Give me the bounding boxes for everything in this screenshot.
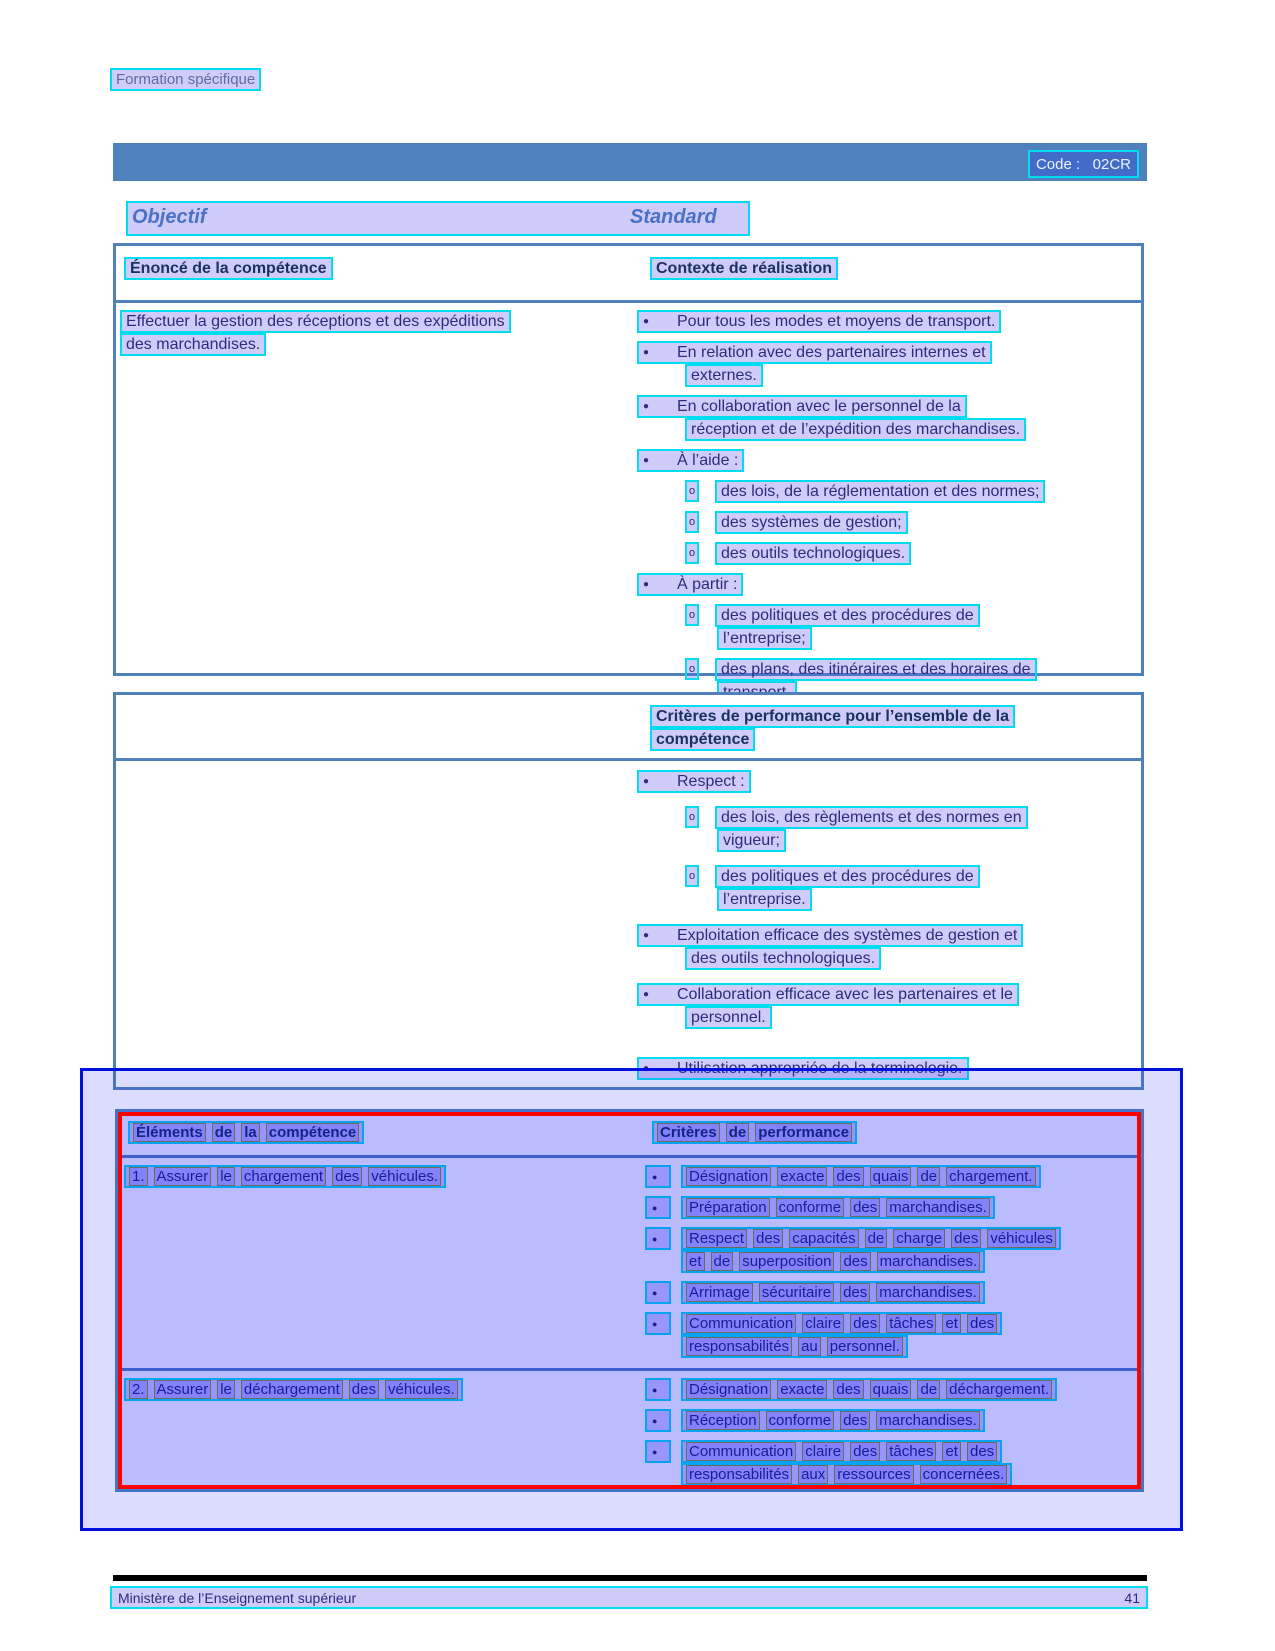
word-line	[681, 1312, 1002, 1335]
highlight-line: des systèmes de gestion;	[715, 511, 908, 534]
word-box: des	[840, 1283, 870, 1302]
highlight-line	[637, 341, 992, 364]
table-elements-criteres	[115, 1109, 1144, 1492]
word-box: et	[942, 1442, 961, 1461]
word-box: le	[217, 1380, 235, 1399]
word-box: Respect	[686, 1229, 747, 1248]
sub-bullet-icon: o	[685, 604, 699, 626]
title-bar	[113, 143, 1147, 181]
footer-ministry: Ministère de l’Enseignement supérieur	[118, 1589, 357, 1606]
criteria-item	[645, 1281, 1125, 1304]
word-box: Réception	[686, 1411, 760, 1430]
header-separator	[116, 300, 1141, 303]
heading-line	[126, 201, 750, 236]
word-box: des	[967, 1442, 997, 1461]
header-separator	[116, 758, 1141, 761]
highlight-line: des politiques et des procédures de	[715, 604, 980, 627]
word-box: marchandises.	[877, 1252, 981, 1271]
word-box: au	[798, 1337, 821, 1356]
bullet-icon: ●	[645, 1409, 671, 1432]
word-box: Désignation	[686, 1167, 771, 1186]
bullet-item	[637, 310, 1137, 333]
footer-line	[110, 1586, 1148, 1609]
text-line	[717, 888, 1137, 911]
bullet-item	[637, 806, 1137, 852]
bullet-item	[637, 341, 1137, 387]
header-separator	[118, 1155, 1141, 1158]
highlight-line: des politiques et des procédures de	[715, 865, 980, 888]
bullet-item	[637, 449, 1137, 472]
word-box: quais	[870, 1167, 912, 1186]
word-box: des	[349, 1380, 379, 1399]
table-criteres-ensemble	[113, 692, 1144, 1090]
word-box: déchargement.	[946, 1380, 1052, 1399]
bullet-icon: ●	[645, 1378, 671, 1401]
word-box: Préparation	[686, 1198, 770, 1217]
bullet-item	[637, 924, 1137, 970]
word-box: de	[917, 1167, 940, 1186]
text-line	[637, 983, 1137, 1006]
row1-element	[124, 1165, 446, 1188]
text-line	[685, 511, 1137, 534]
highlight-line: des lois, des règlements et des normes en	[715, 806, 1028, 829]
bullet-text: Pour tous les modes et moyens de transport.	[677, 312, 996, 330]
word-line	[681, 1165, 1041, 1188]
word-line	[124, 1378, 463, 1401]
word-line	[681, 1227, 1061, 1250]
word-box: des	[833, 1167, 863, 1186]
text-line	[681, 1250, 1125, 1273]
word-box: claire	[802, 1314, 844, 1333]
highlight-line	[637, 449, 744, 472]
bullet-item	[637, 542, 1137, 565]
word-line	[681, 1409, 985, 1432]
word-line	[681, 1463, 1012, 1486]
bullet-text: En collaboration avec le personnel de la	[677, 397, 961, 415]
bullet-icon: ●	[645, 1281, 671, 1304]
word-box: Communication	[686, 1442, 796, 1461]
highlight-line: des outils technologiques.	[715, 542, 911, 565]
word-box: conforme	[766, 1411, 835, 1430]
word-box: la	[241, 1123, 260, 1142]
word-box: 1.	[129, 1167, 148, 1186]
word-box: capacités	[789, 1229, 858, 1248]
bullet-text: Collaboration efficace avec les partenaires et le	[677, 985, 1013, 1003]
text-line	[645, 1378, 1125, 1401]
page-number: 41	[1124, 1589, 1140, 1606]
word-box: et	[942, 1314, 961, 1333]
highlight-line: des lois, de la réglementation et des normes;	[715, 480, 1045, 503]
word-box: des	[850, 1198, 880, 1217]
bullet-item	[637, 511, 1137, 534]
highlight-line	[637, 983, 1019, 1006]
text-line	[637, 310, 1137, 333]
highlight-line	[637, 395, 967, 418]
element-line	[124, 1165, 446, 1188]
word-box: Assurer	[154, 1380, 212, 1399]
table-enonce-contexte	[113, 243, 1144, 676]
text-line	[645, 1196, 1125, 1219]
text-line	[681, 1463, 1125, 1486]
word-box: des	[840, 1411, 870, 1430]
bullet-icon: ●	[643, 455, 650, 466]
criteria-item	[645, 1409, 1125, 1432]
text-line	[685, 604, 1137, 627]
word-box: concernées.	[920, 1465, 1008, 1484]
bullet-item	[637, 983, 1137, 1029]
word-box: tâches	[886, 1442, 936, 1461]
bullet-item	[637, 770, 1137, 793]
bullet-item	[637, 395, 1137, 441]
word-box: charge	[893, 1229, 945, 1248]
footer-rule	[113, 1575, 1147, 1581]
word-box: compétence	[266, 1123, 360, 1142]
cell-enonce-text	[120, 310, 511, 356]
bullet-text: À l’aide :	[677, 451, 739, 469]
word-box: responsabilités	[686, 1337, 792, 1356]
cell-contexte-items	[637, 310, 1137, 712]
word-box: de	[917, 1380, 940, 1399]
word-box: des	[332, 1167, 362, 1186]
word-box: des	[951, 1229, 981, 1248]
bullet-icon: ●	[643, 776, 650, 787]
bullet-text: Respect :	[677, 772, 745, 790]
cell-criteres-items	[637, 770, 1137, 1093]
col-header-contexte: Contexte de réalisation	[650, 257, 838, 280]
sub-bullet-icon: o	[685, 542, 699, 564]
word-line	[681, 1335, 908, 1358]
bullet-icon: ●	[643, 930, 650, 941]
word-box: conforme	[776, 1198, 845, 1217]
sub-bullet-icon: o	[685, 480, 699, 502]
word-box: performance	[755, 1123, 852, 1142]
bullet-text: Exploitation efficace des systèmes de gestion et	[677, 926, 1018, 944]
bullet-icon: ●	[645, 1165, 671, 1188]
bullet-item	[637, 865, 1137, 911]
col-header-elements	[128, 1121, 364, 1144]
word-box: véhicules	[987, 1229, 1056, 1248]
text-line	[685, 418, 1137, 441]
bullet-item	[637, 604, 1137, 650]
sub-bullet-icon: o	[685, 865, 699, 887]
highlight-line	[637, 310, 1001, 333]
element-line	[124, 1378, 463, 1401]
bullet-item	[637, 480, 1137, 503]
word-box: personnel.	[827, 1337, 903, 1356]
col-header-criteres-ensemble	[650, 705, 1015, 751]
word-box: de	[711, 1252, 734, 1271]
highlight-line: personnel.	[685, 1006, 772, 1029]
header-line-2: compétence	[650, 728, 755, 751]
text-line	[637, 573, 1137, 596]
word-box: déchargement	[241, 1380, 343, 1399]
col-header-performance	[652, 1121, 857, 1144]
bullet-text: Utilisation appropriée de la terminologie.	[677, 1059, 963, 1077]
word-box: et	[686, 1252, 705, 1271]
bullet-icon: ●	[643, 1063, 650, 1074]
word-box: ressources	[834, 1465, 913, 1484]
word-box: des	[833, 1380, 863, 1399]
code-badge: Code : 02CR	[1028, 150, 1139, 178]
word-box: des	[967, 1314, 997, 1333]
row-separator	[118, 1368, 1141, 1371]
text-line	[645, 1165, 1125, 1188]
highlight-line: des plans, des itinéraires et des horaires de	[715, 658, 1037, 681]
text-line	[685, 947, 1137, 970]
text-line	[637, 770, 1137, 793]
highlight-line: des outils technologiques.	[685, 947, 881, 970]
word-line	[681, 1196, 995, 1219]
highlight-line: l’entreprise.	[717, 888, 812, 911]
word-box: chargement.	[946, 1167, 1035, 1186]
word-line	[681, 1281, 985, 1304]
text-line	[681, 1335, 1125, 1358]
text-line	[637, 395, 1137, 418]
word-line	[124, 1165, 446, 1188]
criteria-item	[645, 1312, 1125, 1358]
word-box: quais	[870, 1380, 912, 1399]
bullet-icon: ●	[645, 1227, 671, 1250]
text-line	[120, 333, 511, 356]
bullet-icon: ●	[645, 1196, 671, 1219]
row2-element	[124, 1378, 463, 1401]
criteria-item	[645, 1440, 1125, 1486]
text-line	[645, 1281, 1125, 1304]
bullet-icon: ●	[643, 316, 650, 327]
text-line	[685, 480, 1137, 503]
word-box: de	[212, 1123, 236, 1142]
highlight-line	[637, 924, 1023, 947]
word-box: aux	[798, 1465, 828, 1484]
text-line	[685, 658, 1137, 681]
word-box: marchandises.	[876, 1283, 980, 1302]
word-box: Arrimage	[686, 1283, 753, 1302]
word-box: véhicules.	[368, 1167, 441, 1186]
word-box: Désignation	[686, 1380, 771, 1399]
text-line	[717, 627, 1137, 650]
criteria-item	[645, 1165, 1125, 1188]
bullet-text: En relation avec des partenaires internes et	[677, 343, 986, 361]
word-box: Éléments	[133, 1123, 206, 1142]
word-box: des	[840, 1252, 870, 1271]
text-line	[637, 1057, 1137, 1080]
word-line	[681, 1440, 1002, 1463]
text-line	[645, 1312, 1125, 1335]
word-line	[128, 1121, 364, 1144]
word-box: exacte	[777, 1380, 827, 1399]
word-box: Communication	[686, 1314, 796, 1333]
highlight-line	[637, 770, 751, 793]
word-box: des	[753, 1229, 783, 1248]
sub-bullet-icon: o	[685, 511, 699, 533]
row1-criteria	[645, 1165, 1125, 1366]
bullet-icon: ●	[643, 579, 650, 590]
word-box: tâches	[886, 1314, 936, 1333]
bullet-item	[637, 573, 1137, 596]
text-line	[637, 449, 1137, 472]
word-box: chargement	[241, 1167, 326, 1186]
bullet-icon: ●	[643, 989, 650, 1000]
text-line	[685, 364, 1137, 387]
bullet-icon: ●	[643, 401, 650, 412]
word-line	[681, 1378, 1057, 1401]
word-box: claire	[802, 1442, 844, 1461]
word-box: 2.	[129, 1380, 148, 1399]
row2-criteria	[645, 1378, 1125, 1494]
word-box: marchandises.	[876, 1411, 980, 1430]
sub-bullet-icon: o	[685, 806, 699, 828]
word-box: de	[726, 1123, 750, 1142]
word-box: marchandises.	[886, 1198, 990, 1217]
text-line	[717, 829, 1137, 852]
text-line	[685, 542, 1137, 565]
text-line	[637, 924, 1137, 947]
word-box: des	[850, 1314, 880, 1333]
word-box: sécuritaire	[759, 1283, 834, 1302]
highlight-line: vigueur;	[717, 829, 786, 852]
bullet-icon: ●	[645, 1312, 671, 1335]
highlight-line: externes.	[685, 364, 763, 387]
text-line	[685, 865, 1137, 888]
highlight-line: l’entreprise;	[717, 627, 812, 650]
text-line	[645, 1409, 1125, 1432]
highlight-line	[637, 573, 743, 596]
word-box: de	[865, 1229, 888, 1248]
text-line	[685, 1006, 1137, 1029]
highlight-line: réception et de l’expédition des marchandises.	[685, 418, 1026, 441]
header-line-1: Critères de performance pour l’ensemble de la	[650, 705, 1015, 728]
standard-heading: Standard	[630, 206, 717, 228]
section-label: Formation spécifique	[110, 68, 261, 91]
word-box: Assurer	[154, 1167, 212, 1186]
word-line	[652, 1121, 857, 1144]
criteria-item	[645, 1196, 1125, 1219]
objectif-heading: Objectif	[132, 206, 207, 228]
word-box: responsabilités	[686, 1465, 792, 1484]
word-box: Critères	[657, 1123, 720, 1142]
word-box: des	[850, 1442, 880, 1461]
text-line	[645, 1227, 1125, 1250]
word-box: véhicules.	[385, 1380, 458, 1399]
word-box: superposition	[739, 1252, 834, 1271]
bullet-text: À partir :	[677, 575, 738, 593]
text-line	[637, 341, 1137, 364]
bullet-item	[637, 1057, 1137, 1080]
text-line	[645, 1440, 1125, 1463]
word-box: le	[217, 1167, 235, 1186]
criteria-item	[645, 1378, 1125, 1401]
criteria-item	[645, 1227, 1125, 1273]
text-line	[120, 310, 511, 333]
sub-bullet-icon: o	[685, 658, 699, 680]
bullet-icon: ●	[643, 347, 650, 358]
bullet-icon: ●	[645, 1440, 671, 1463]
word-box: exacte	[777, 1167, 827, 1186]
word-line	[681, 1250, 985, 1273]
col-header-enonce: Énoncé de la compétence	[124, 257, 333, 280]
highlight-line	[637, 1057, 969, 1080]
text-line	[685, 806, 1137, 829]
highlight-line: des marchandises.	[120, 333, 266, 356]
highlight-line: Effectuer la gestion des réceptions et des expéditions	[120, 310, 511, 333]
